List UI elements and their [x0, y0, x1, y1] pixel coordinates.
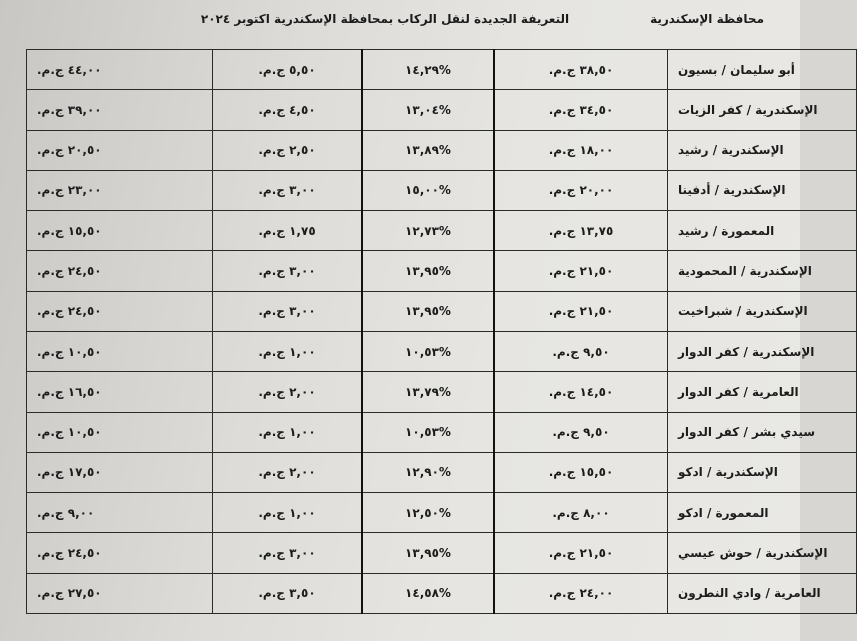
cell-route: الإسكندرية / المحمودية — [668, 251, 857, 291]
cell-increase-amount: ١,٧٥ ج.م. — [213, 211, 363, 251]
cell-new-fare: ١٧,٥٠ ج.م. — [27, 452, 213, 492]
cell-new-fare: ٤٤,٠٠ ج.م. — [27, 50, 213, 90]
table-row — [27, 573, 857, 613]
cell-previous-fare: ٢١,٥٠ ج.م. — [494, 533, 668, 573]
cell-increase-amount: ١,٠٠ ج.م. — [213, 493, 363, 533]
cell-increase-percent: %١٥,٠٠ — [362, 170, 494, 210]
cell-route: الإسكندرية / رشيد — [668, 130, 857, 170]
cell-increase-percent: %١٣,٩٥ — [362, 291, 494, 331]
cell-previous-fare: ٩,٥٠ ج.م. — [494, 412, 668, 452]
table-row — [27, 211, 857, 251]
cell-route: أبو سليمان / بسيون — [668, 50, 857, 90]
cell-previous-fare: ٩,٥٠ ج.م. — [494, 331, 668, 371]
cell-increase-amount: ١,٠٠ ج.م. — [213, 331, 363, 371]
cell-previous-fare: ٢٤,٠٠ ج.م. — [494, 573, 668, 613]
cell-route: الإسكندرية / شبراخيت — [668, 291, 857, 331]
table-row — [27, 412, 857, 452]
table-row — [27, 90, 857, 130]
cell-previous-fare: ٢٠,٠٠ ج.م. — [494, 170, 668, 210]
cell-new-fare: ٩,٠٠ ج.م. — [27, 493, 213, 533]
table-row — [27, 130, 857, 170]
cell-previous-fare: ٣٨,٥٠ ج.م. — [494, 50, 668, 90]
cell-increase-percent: %١٣,٩٥ — [362, 251, 494, 291]
cell-increase-amount: ١,٠٠ ج.م. — [213, 412, 363, 452]
cell-previous-fare: ١٥,٥٠ ج.م. — [494, 452, 668, 492]
cell-increase-amount: ٥,٥٠ ج.م. — [213, 50, 363, 90]
cell-increase-percent: %١٢,٧٣ — [362, 211, 494, 251]
cell-increase-percent: %١٣,٩٥ — [362, 533, 494, 573]
cell-increase-amount: ٣,٠٠ ج.م. — [213, 170, 363, 210]
cell-new-fare: ٢٣,٠٠ ج.م. — [27, 170, 213, 210]
cell-route: الإسكندرية / ادكو — [668, 452, 857, 492]
cell-increase-amount: ٢,٠٠ ج.م. — [213, 372, 363, 412]
cell-new-fare: ٢٤,٥٠ ج.م. — [27, 533, 213, 573]
cell-increase-percent: %١٢,٩٠ — [362, 452, 494, 492]
table-row — [27, 452, 857, 492]
table-row — [27, 50, 857, 90]
cell-increase-amount: ٣,٠٠ ج.م. — [213, 291, 363, 331]
governorate-label: محافظة الإسكندرية — [650, 12, 764, 26]
fare-table — [26, 49, 857, 614]
table-row — [27, 291, 857, 331]
cell-route: الإسكندرية / كفر الزيات — [668, 90, 857, 130]
cell-increase-percent: %١٤,٢٩ — [362, 50, 494, 90]
cell-new-fare: ١٥,٥٠ ج.م. — [27, 211, 213, 251]
cell-increase-percent: %١٠,٥٣ — [362, 331, 494, 371]
cell-route: المعمورة / رشيد — [668, 211, 857, 251]
cell-increase-percent: %١٤,٥٨ — [362, 573, 494, 613]
cell-route: المعمورة / ادكو — [668, 493, 857, 533]
table-row — [27, 372, 857, 412]
cell-route: العامرية / كفر الدوار — [668, 372, 857, 412]
cell-increase-percent: %١٢,٥٠ — [362, 493, 494, 533]
cell-previous-fare: ٨,٠٠ ج.م. — [494, 493, 668, 533]
cell-new-fare: ١٠,٥٠ ج.م. — [27, 412, 213, 452]
document-title: التعريفة الجديدة لنقل الركاب بمحافظة الإسكندرية اكتوبر ٢٠٢٤ — [200, 12, 570, 26]
cell-new-fare: ٢٤,٥٠ ج.م. — [27, 291, 213, 331]
table-row — [27, 251, 857, 291]
cell-increase-percent: %١٣,٧٩ — [362, 372, 494, 412]
table-row — [27, 331, 857, 371]
fare-table-body — [27, 50, 857, 614]
table-row — [27, 170, 857, 210]
cell-route: الإسكندرية / أدفينا — [668, 170, 857, 210]
cell-previous-fare: ٢١,٥٠ ج.م. — [494, 251, 668, 291]
cell-increase-amount: ٤,٥٠ ج.م. — [213, 90, 363, 130]
cell-increase-amount: ٢,٥٠ ج.م. — [213, 130, 363, 170]
table-row — [27, 493, 857, 533]
cell-increase-percent: %١٣,٠٤ — [362, 90, 494, 130]
cell-new-fare: ٢٤,٥٠ ج.م. — [27, 251, 213, 291]
cell-previous-fare: ١٨,٠٠ ج.م. — [494, 130, 668, 170]
cell-new-fare: ٣٩,٠٠ ج.م. — [27, 90, 213, 130]
cell-previous-fare: ١٣,٧٥ ج.م. — [494, 211, 668, 251]
cell-new-fare: ٢٧,٥٠ ج.م. — [27, 573, 213, 613]
cell-increase-amount: ٣,٠٠ ج.م. — [213, 251, 363, 291]
table-row — [27, 533, 857, 573]
cell-increase-amount: ٣,٠٠ ج.م. — [213, 533, 363, 573]
cell-increase-percent: %١٣,٨٩ — [362, 130, 494, 170]
cell-route: الإسكندرية / حوش عيسي — [668, 533, 857, 573]
cell-previous-fare: ٣٤,٥٠ ج.م. — [494, 90, 668, 130]
cell-increase-amount: ٣,٥٠ ج.م. — [213, 573, 363, 613]
cell-route: العامرية / وادي النطرون — [668, 573, 857, 613]
cell-new-fare: ١٦,٥٠ ج.م. — [27, 372, 213, 412]
cell-increase-amount: ٢,٠٠ ج.م. — [213, 452, 363, 492]
cell-route: الإسكندرية / كفر الدوار — [668, 331, 857, 371]
cell-new-fare: ٢٠,٥٠ ج.م. — [27, 130, 213, 170]
cell-route: سيدي بشر / كفر الدوار — [668, 412, 857, 452]
cell-increase-percent: %١٠,٥٣ — [362, 412, 494, 452]
cell-new-fare: ١٠,٥٠ ج.م. — [27, 331, 213, 371]
cell-previous-fare: ١٤,٥٠ ج.م. — [494, 372, 668, 412]
cell-previous-fare: ٢١,٥٠ ج.م. — [494, 291, 668, 331]
